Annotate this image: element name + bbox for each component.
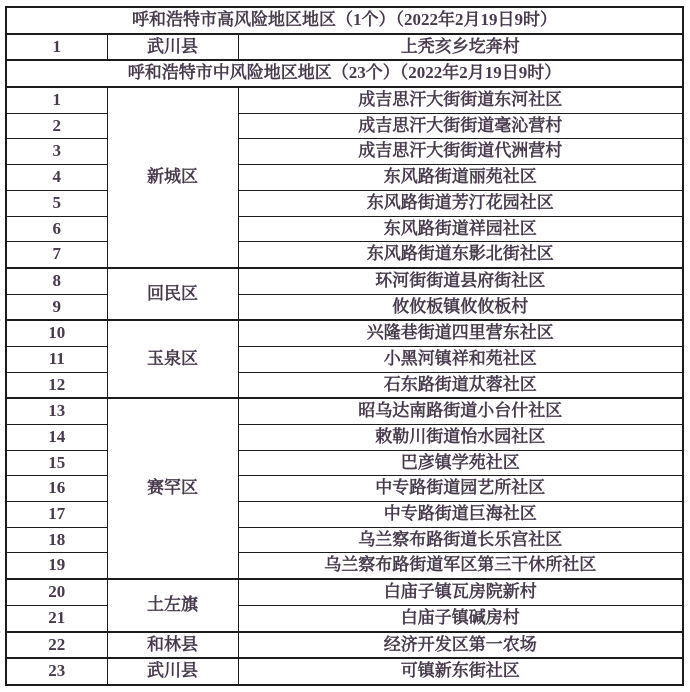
- risk-area-table: [5, 6, 684, 686]
- area-cell: 环河街街道县府街社区: [238, 268, 683, 294]
- row-number-cell: 15: [6, 450, 107, 476]
- area-cell: 小黑河镇祥和苑社区: [238, 346, 683, 372]
- row-number-cell: 13: [6, 398, 107, 424]
- high-risk-section-title: 呼和浩特市高风险地区地区（1个）（2022年2月19日9时）: [6, 7, 683, 34]
- area-cell: 中专路街道园艺所社区: [238, 476, 683, 502]
- table-row: [6, 579, 683, 605]
- area-cell: 巴彦镇学苑社区: [238, 450, 683, 476]
- area-cell: 东风路街道祥园社区: [238, 216, 683, 242]
- area-cell: 石东路街道苁蓉社区: [238, 372, 683, 398]
- row-number-cell: 20: [6, 579, 107, 605]
- area-cell: 兴隆巷街道四里营东社区: [238, 320, 683, 346]
- mid-risk-header-row: [6, 60, 683, 87]
- row-number-cell: 19: [6, 553, 107, 579]
- area-cell: 乌兰察布路街道长乐宫社区: [238, 527, 683, 553]
- row-number-cell: 9: [6, 294, 107, 320]
- table-row: [6, 268, 683, 294]
- row-number-cell: 2: [6, 113, 107, 139]
- area-cell: 乌兰察布路街道军区第三干休所社区: [238, 553, 683, 579]
- district-cell: 赛罕区: [107, 398, 238, 579]
- area-cell: 东风路街道东影北街社区: [238, 242, 683, 268]
- table-row: [6, 34, 683, 61]
- row-number-cell: 22: [6, 632, 107, 659]
- row-number-cell: 1: [6, 87, 107, 113]
- row-number-cell: 3: [6, 139, 107, 165]
- area-cell: 成吉思汗大街街道东河社区: [238, 87, 683, 113]
- row-number-cell: 18: [6, 527, 107, 553]
- area-cell: 可镇新东街社区: [238, 658, 683, 685]
- district-cell: 土左旗: [107, 579, 238, 631]
- row-number-cell: 1: [6, 34, 107, 61]
- district-cell: 和林县: [107, 632, 238, 659]
- area-cell: 东风路街道芳汀花园社区: [238, 190, 683, 216]
- district-cell: 武川县: [107, 658, 238, 685]
- area-cell: 中专路街道巨海社区: [238, 502, 683, 528]
- area-cell: 经济开发区第一农场: [238, 632, 683, 659]
- row-number-cell: 8: [6, 268, 107, 294]
- area-cell: 白庙子镇瓦房院新村: [238, 579, 683, 605]
- area-cell: 东风路街道丽苑社区: [238, 165, 683, 191]
- area-cell: 成吉思汗大街街道代洲营村: [238, 139, 683, 165]
- table-row: [6, 320, 683, 346]
- row-number-cell: 7: [6, 242, 107, 268]
- row-number-cell: 12: [6, 372, 107, 398]
- district-cell: 武川县: [107, 34, 238, 61]
- area-cell: 攸攸板镇攸攸板村: [238, 294, 683, 320]
- table-row: [6, 87, 683, 113]
- district-cell: 回民区: [107, 268, 238, 320]
- row-number-cell: 23: [6, 658, 107, 685]
- district-cell: 新城区: [107, 87, 238, 268]
- table-row: [6, 398, 683, 424]
- area-cell: 敕勒川街道怡水园社区: [238, 425, 683, 451]
- mid-risk-section-title: 呼和浩特市中风险地区地区（23个）（2022年2月19日9时）: [6, 60, 683, 87]
- area-cell: 白庙子镇碱房村: [238, 605, 683, 631]
- row-number-cell: 16: [6, 476, 107, 502]
- table-row: [6, 658, 683, 685]
- area-cell: 昭乌达南路街道小台什社区: [238, 398, 683, 424]
- row-number-cell: 14: [6, 425, 107, 451]
- row-number-cell: 11: [6, 346, 107, 372]
- table-row: [6, 632, 683, 659]
- row-number-cell: 21: [6, 605, 107, 631]
- high-risk-header-row: [6, 7, 683, 34]
- area-cell: 成吉思汗大街街道毫沁营村: [238, 113, 683, 139]
- row-number-cell: 10: [6, 320, 107, 346]
- district-cell: 玉泉区: [107, 320, 238, 398]
- row-number-cell: 4: [6, 165, 107, 191]
- area-cell: 上秃亥乡圪奔村: [238, 34, 683, 61]
- row-number-cell: 17: [6, 502, 107, 528]
- row-number-cell: 6: [6, 216, 107, 242]
- row-number-cell: 5: [6, 190, 107, 216]
